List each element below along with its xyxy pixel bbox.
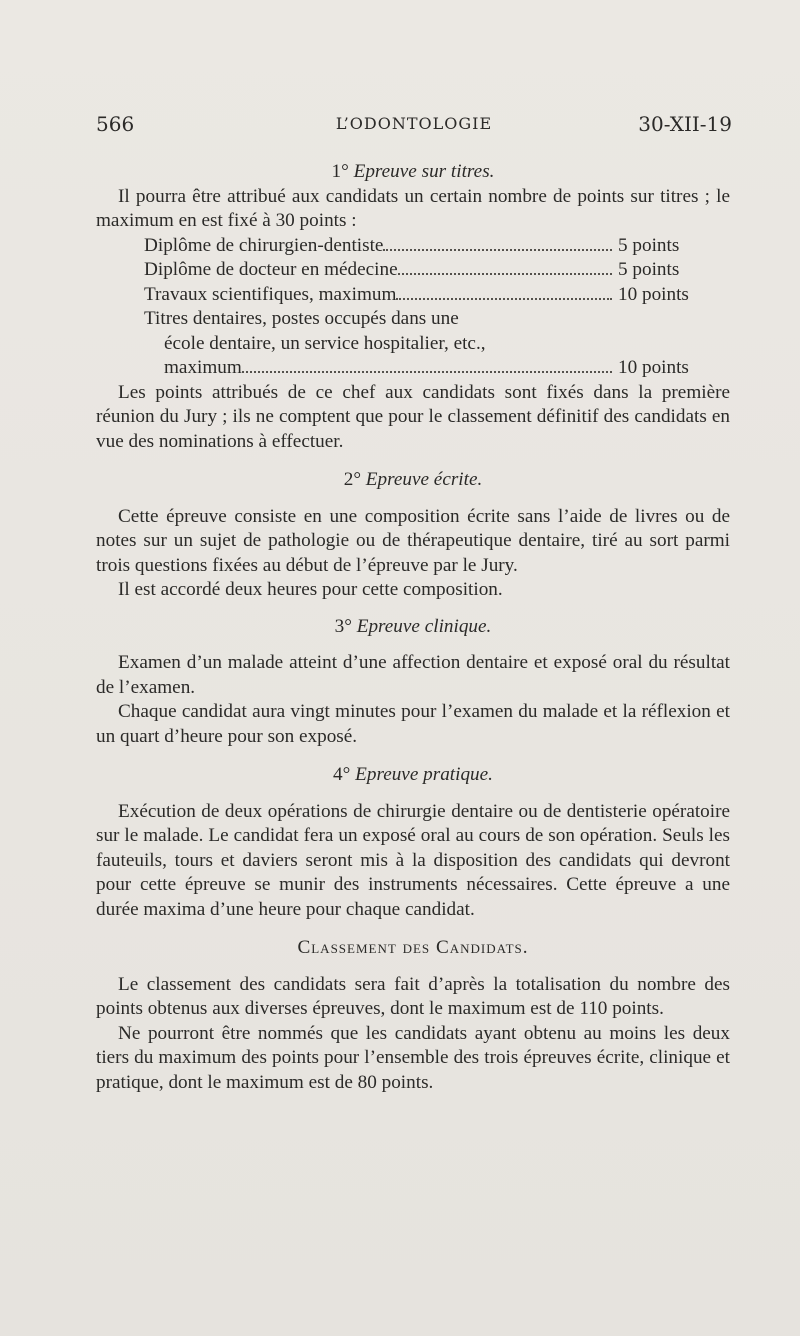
section-heading-clinique (96, 615, 730, 640)
section-heading-classement: Classement des Candidats. (297, 937, 529, 958)
page-body (96, 160, 730, 1095)
points-row-label: Diplôme de docteur en médecine (144, 259, 398, 280)
paragraph: Le classement des candidats sera fait d’après la totalisation du nombre des points obtenus aux diverses épreuves, dont le maximum est de 110 points. (96, 973, 730, 1019)
points-row-label: Diplôme de chirurgien-dentiste (144, 234, 384, 256)
paragraph: Il est accordé deux heures pour cette composition. (118, 579, 503, 600)
section-number: 1° (331, 161, 349, 182)
issue-date: 30-XII-19 (638, 112, 732, 136)
running-title: L’ODONTOLOGIE (335, 114, 493, 133)
points-row-value: 10 points (618, 283, 689, 305)
section-title: Epreuve écrite. (365, 469, 483, 490)
section-title: Epreuve pratique. (355, 764, 493, 785)
points-row-value: 10 points (618, 357, 689, 378)
section-heading-pratique (96, 763, 730, 788)
section-title: Epreuve sur titres. (353, 161, 495, 182)
dot-leader (398, 273, 612, 275)
paragraph: Exécution de deux opérations de chirurgie dentaire ou de dentisterie opératoire sur le malade. Le candidat fera un exposé oral au cours de son opération. Seuls les fauteuils, tours et daviers seront mis à la disposition des candidats qui devront pour cette épreuve se munir des instruments nécessaires. Cette épreuve a une durée maxima d’une heure pour chaque candidat. (96, 800, 730, 920)
paragraph: Ne pourront être nommés que les candidats ayant obtenu au moins les deux tiers du maximum des points pour l’ensemble des trois épreuves écrite, clinique et pratique, dont le maximum est de 80 points. (96, 1022, 730, 1093)
page-header (96, 112, 732, 140)
section-number: 3° (334, 615, 352, 637)
dot-leader (383, 249, 612, 251)
points-row-value: 5 points (618, 234, 680, 256)
points-row-label-line: Titres dentaires, postes occupés dans une (144, 308, 459, 329)
paragraph: Les points attribués de ce chef aux candidats sont fixés dans la première réunion du Jury ; ils ne comptent que pour le classement définitif des candidats en vue des nominations à effectuer. (96, 381, 730, 452)
points-row (164, 356, 730, 381)
paragraph: Examen d’un malade atteint d’une affection dentaire et exposé oral du résultat de l’examen. (96, 652, 730, 698)
section-heading-titres (96, 160, 730, 185)
page-number: 566 (96, 112, 135, 136)
points-row-label-line: école dentaire, un service hospitalier, etc., (164, 332, 486, 354)
points-row-label: maximum (164, 357, 242, 378)
section-number: 4° (333, 764, 351, 785)
dot-leader (396, 298, 612, 300)
points-row (144, 283, 730, 308)
paragraph: Cette épreuve consiste en une composition écrite sans l’aide de livres ou de notes sur un sujet de pathologie ou de thérapeutique dentaire, tiré au sort parmi trois questions fixées au début de l’épreuve par le Jury. (96, 505, 730, 576)
points-row (144, 234, 730, 259)
points-row-label: Travaux scientifiques, maximum (144, 283, 397, 305)
paragraph: Il pourra être attribué aux candidats un certain nombre de points sur titres ; le maximum en est fixé à 30 points : (96, 185, 730, 231)
section-number: 2° (343, 469, 361, 490)
section-heading-ecrite (96, 468, 730, 493)
points-row-value: 5 points (618, 259, 680, 280)
points-row (144, 258, 730, 283)
section-title: Epreuve clinique. (356, 615, 492, 637)
paragraph: Chaque candidat aura vingt minutes pour l’examen du malade et la réflexion et un quart d’heure pour son exposé. (96, 701, 730, 747)
dot-leader (242, 371, 612, 373)
